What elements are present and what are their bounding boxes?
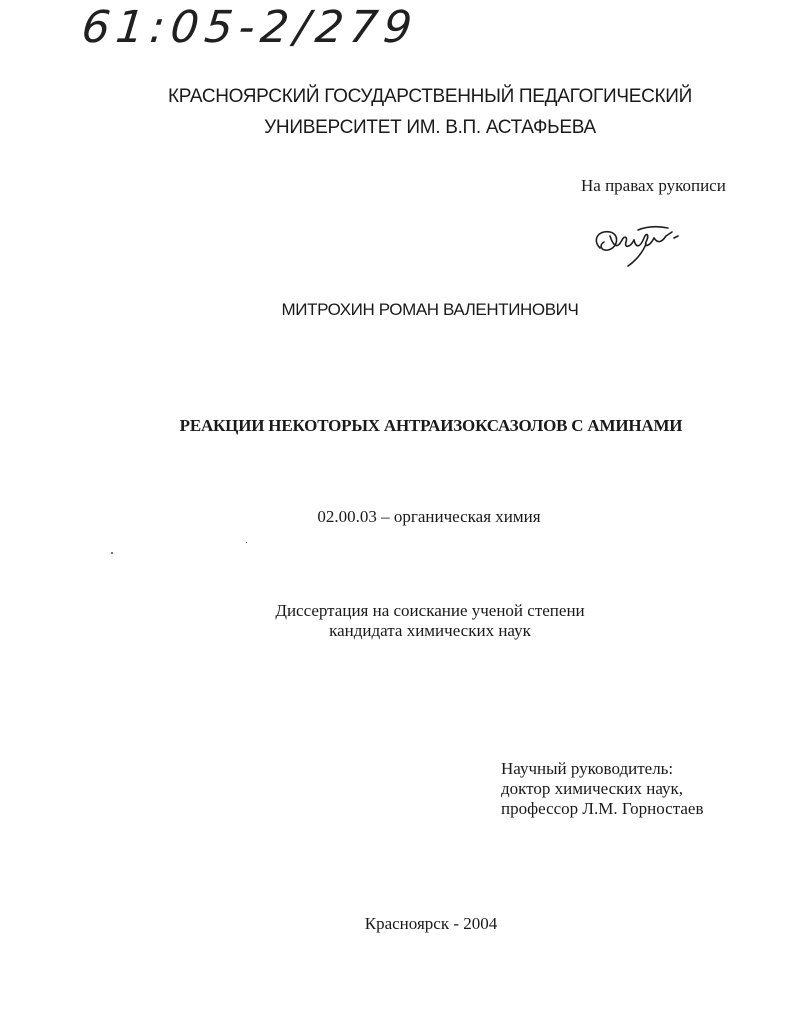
- scan-speck: [111, 552, 113, 554]
- university-name-line1: КРАСНОЯРСКИЙ ГОСУДАРСТВЕННЫЙ ПЕДАГОГИЧЕСКИЙ: [168, 86, 692, 107]
- supervisor-label: Научный руководитель:: [501, 759, 674, 778]
- supervisor-name: профессор Л.М. Горностаев: [501, 799, 704, 818]
- supervisor-degree: доктор химических наук,: [501, 779, 684, 798]
- degree-statement-line1: Диссертация на соискание ученой степени: [275, 601, 585, 620]
- place-and-year: Красноярск - 2004: [364, 914, 498, 933]
- scan-speck: [246, 542, 247, 543]
- author-name: МИТРОХИН РОМАН ВАЛЕНТИНОВИЧ: [281, 300, 579, 319]
- archive-code-handwritten: 61:05-2/279: [79, 2, 421, 53]
- manuscript-rights-note: На правах рукописи: [581, 176, 726, 195]
- university-name-line2: УНИВЕРСИТЕТ ИМ. В.П. АСТАФЬЕВА: [264, 117, 596, 138]
- degree-statement-line2: кандидата химических наук: [329, 621, 531, 640]
- specialty-code: 02.00.03 – органическая химия: [317, 507, 541, 526]
- dissertation-title: РЕАКЦИИ НЕКОТОРЫХ АНТРАИЗОКСАЗОЛОВ С АМИНАМИ: [179, 416, 683, 435]
- author-signature-icon: [588, 218, 680, 270]
